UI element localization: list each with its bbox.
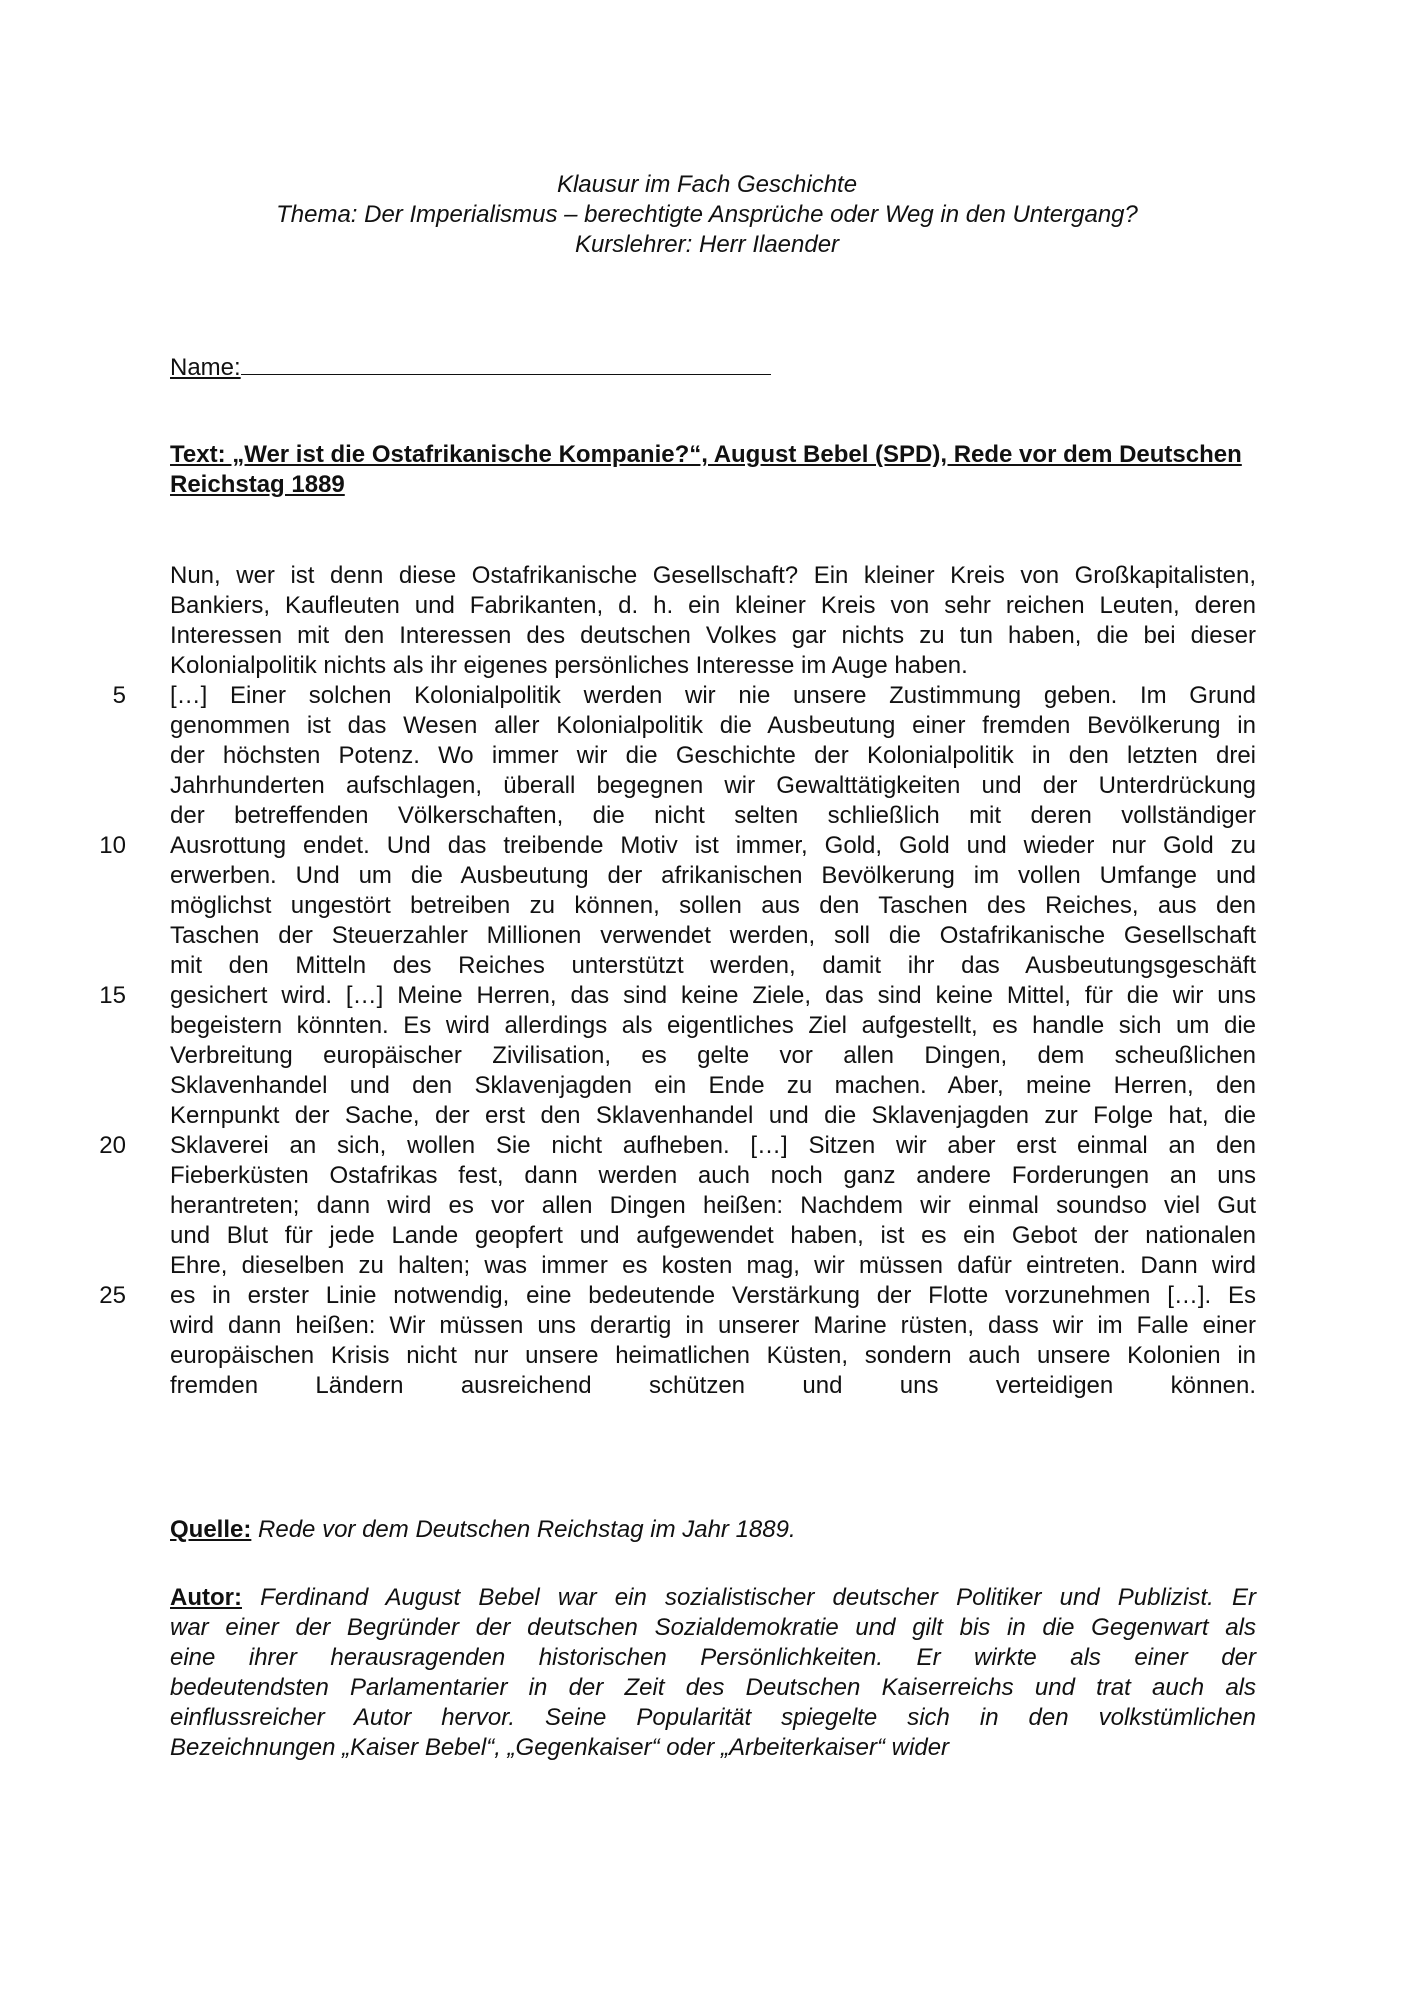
text-line: Fieberküsten Ostafrikas fest, dann werden auch noch ganz andere Forderungen an uns [170,1162,1256,1189]
author-line: Bezeichnungen „Kaiser Bebel“, „Gegenkaiser“ oder „Arbeiterkaiser“ wider [170,1734,950,1761]
line-number: 5 [112,682,126,709]
line-number: 15 [99,982,126,1009]
text-line: mit den Mitteln des Reiches unterstützt werden, damit ihr das Ausbeutungsgeschäft [170,952,1256,979]
text-line: und Blut für jede Lande geopfert und aufgewendet haben, ist es ein Gebot der nationalen [170,1222,1256,1249]
text-line: Sklaverei an sich, wollen Sie nicht aufheben. […] Sitzen wir aber erst einmal an den [170,1132,1256,1159]
text-line: Sklavenhandel und den Sklavenjagden ein Ende zu machen. Aber, meine Herren, den [170,1072,1256,1099]
author-line: eine ihrer herausragenden historischen Persönlichkeiten. Er wirkte als einer der [170,1644,1256,1671]
text-title: Text: „Wer ist die Ostafrikanische Kompanie?“, August Bebel (SPD), Rede vor dem Deutschen Reichstag 1889 [170,441,1242,498]
name-row [170,350,771,383]
text-line: der höchsten Potenz. Wo immer wir die Geschichte der Kolonialpolitik in den letzten drei [170,742,1256,769]
text-line: Kernpunkt der Sache, der erst den Sklavenhandel und die Sklavenjagden zur Folge hat, die [170,1102,1256,1129]
text-line: der betreffenden Völkerschaften, die nicht selten schließlich mit deren vollständiger [170,802,1256,829]
text-line: gesichert wird. […] Meine Herren, das sind keine Ziele, das sind keine Mittel, für die wir uns [170,982,1256,1009]
text-line: Ehre, dieselben zu halten; was immer es kosten mag, wir müssen dafür eintreten. Dann wird [170,1252,1256,1279]
name-label: Name: [170,354,241,381]
text-line: begeistern könnten. Es wird allerdings als eigentliches Ziel aufgestellt, es handle sich um die [170,1012,1256,1039]
author-line: einflussreicher Autor hervor. Seine Popularität spiegelte sich in den volkstümlichen [170,1704,1256,1731]
text-line: Jahrhunderten aufschlagen, überall begegnen wir Gewalttätigkeiten und der Unterdrückung [170,772,1256,799]
source-note [170,1515,1256,1545]
exam-header [0,170,1414,260]
quelle-text: Rede vor dem Deutschen Reichstag im Jahr 1889. [258,1516,796,1543]
source-text [170,561,1256,1401]
text-line: herantreten; dann wird es vor allen Dingen heißen: Nachdem wir einmal soundso viel Gut [170,1192,1256,1219]
text-line: Kolonialpolitik nichts als ihr eigenes persönliches Interesse im Auge haben. [170,652,968,679]
quelle-label: Quelle: [170,1516,252,1543]
text-line: Taschen der Steuerzahler Millionen verwendet werden, soll die Ostafrikanische Gesellschaft [170,922,1256,949]
text-line: genommen ist das Wesen aller Kolonialpolitik die Ausbeutung einer fremden Bevölkerung in [170,712,1256,739]
author-line-text: Ferdinand August Bebel war ein sozialistischer deutscher Politiker und Publizist. Er [260,1584,1257,1611]
text-line: es in erster Linie notwendig, eine bedeutende Verstärkung der Flotte vorzunehmen […]. Es [170,1282,1256,1309]
line-number: 10 [99,832,126,859]
header-topic: Thema: Der Imperialismus – berechtigte Ansprüche oder Weg in den Untergang? [276,201,1138,228]
text-line: Verbreitung europäischer Zivilisation, es gelte vor allen Dingen, dem scheußlichen [170,1042,1256,1069]
text-line: Interessen mit den Interessen des deutschen Volkes gar nichts zu tun haben, die bei dieser [170,622,1256,649]
header-course: Klausur im Fach Geschichte [556,171,858,198]
text-line: europäischen Krisis nicht nur unsere heimatlichen Küsten, sondern auch unsere Kolonien in [170,1342,1256,1369]
author-note [170,1583,1256,1763]
text-line: Nun, wer ist denn diese Ostafrikanische Gesellschaft? Ein kleiner Kreis von Großkapitalisten, [170,562,1256,589]
header-teacher: Kurslehrer: Herr Ilaender [574,231,840,258]
line-number: 20 [99,1132,126,1159]
text-line: fremden Ländern ausreichend schützen und uns verteidigen können. [170,1372,1256,1399]
text-line: Bankiers, Kaufleuten und Fabrikanten, d. h. ein kleiner Kreis von sehr reichen Leuten, deren [170,592,1256,619]
author-line: bedeutendsten Parlamentarier in der Zeit des Deutschen Kaiserreichs und trat auch als [170,1674,1256,1701]
text-line: wird dann heißen: Wir müssen uns derartig in unserer Marine rüsten, dass wir im Falle einer [170,1312,1256,1339]
text-line: […] Einer solchen Kolonialpolitik werden wir nie unsere Zustimmung geben. Im Grund [170,682,1256,709]
line-number: 25 [99,1282,126,1309]
author-line [170,1583,1256,1613]
text-line: Ausrottung endet. Und das treibende Motiv ist immer, Gold, Gold und wieder nur Gold zu [170,832,1256,859]
autor-label: Autor: [170,1584,242,1611]
text-line: erwerben. Und um die Ausbeutung der afrikanischen Bevölkerung im vollen Umfange und [170,862,1256,889]
name-write-line[interactable] [241,350,771,375]
text-line: möglichst ungestört betreiben zu können, sollen aus den Taschen des Reiches, aus den [170,892,1256,919]
author-line: war einer der Begründer der deutschen Sozialdemokratie und gilt bis in die Gegenwart als [170,1614,1256,1641]
